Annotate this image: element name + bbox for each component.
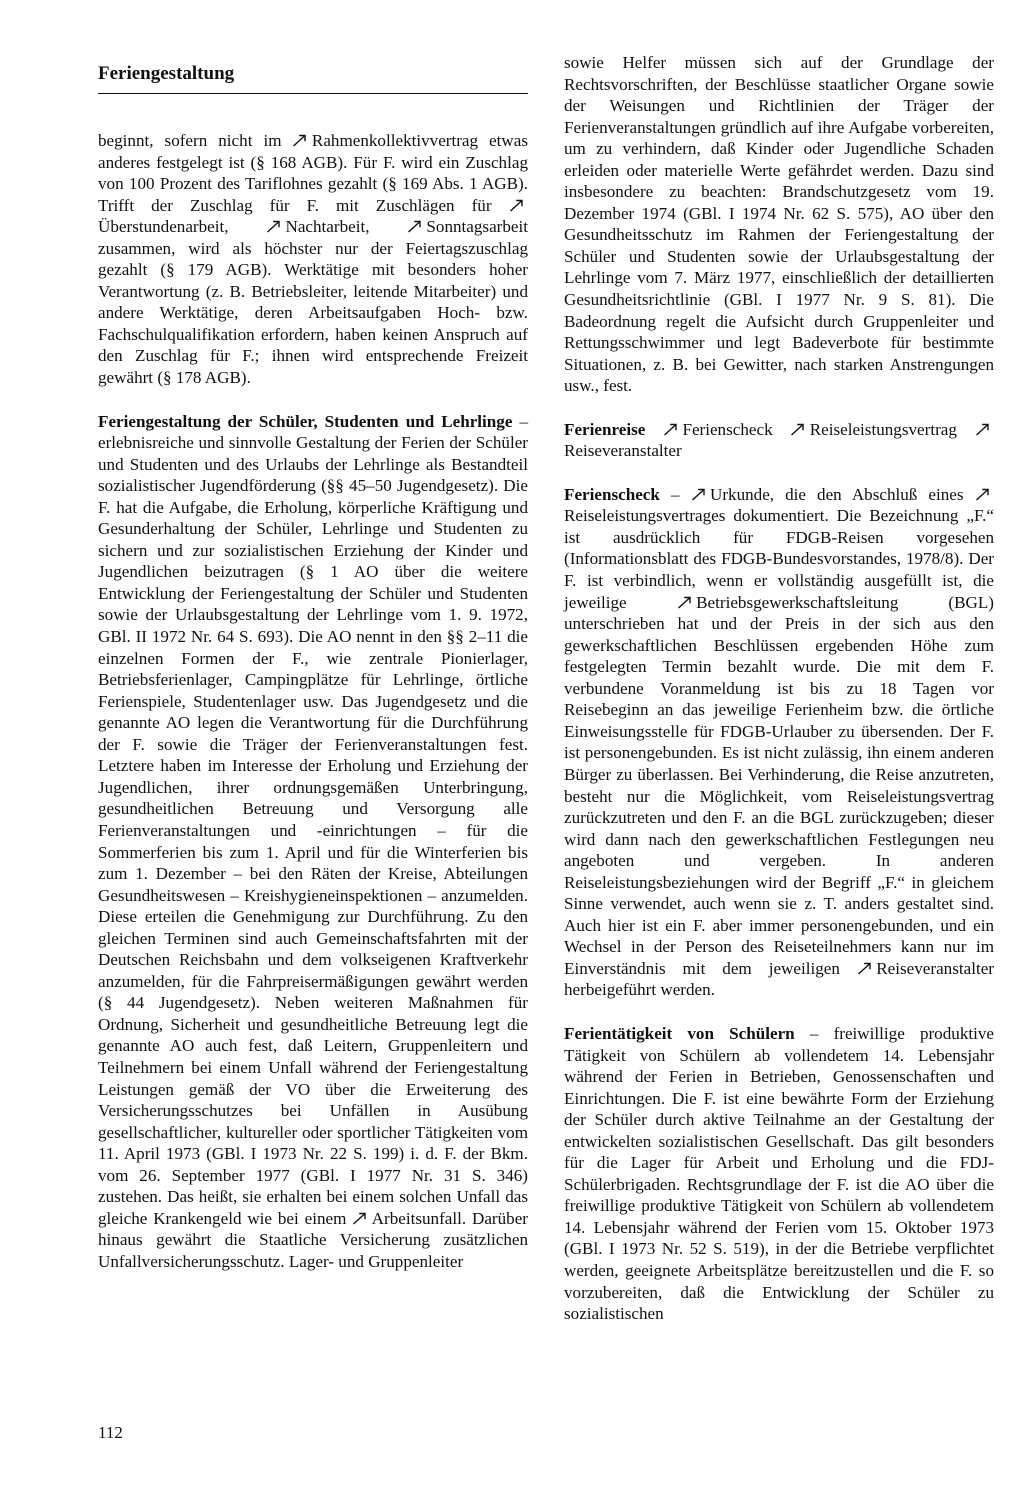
- entry-text: Urkunde, die den Abschluß eines: [709, 484, 975, 504]
- page-number: 112: [98, 1423, 123, 1442]
- entry-text: – freiwillige produktive Tätigkeit von Schülern ab vollendetem 14. Lebensjahr während der Ferien in Betrieben, Genossenschaften und Einrichtungen. Die F. ist eine bewährte Form der Erziehung der Schüler durch aktive Teilnahme an der Gestaltung der entwickelten sozialistischen Gesellschaft. Das gilt besonders für die Lager für Arbeit und Erholung und die FDJ-Schülerbrigaden. Rechtsgrundlage der F. ist die AO über die freiwillige produktive Tätigkeit von Schülern ab vollendetem 14. Lebensjahr während der Ferien vom 15. Oktober 1973 (GBl. I 1973 Nr. 52 S. 519), in der die Betriebe verpflichtet werden, geeignete Arbeitsplätze bereitzustellen und die F. so vorzubereiten, daß die Entwicklung der Schüler zu sozialistischen: [564, 1023, 995, 1324]
- entry-text: Reiseleistungsvertrag: [809, 419, 975, 439]
- dictionary-entry: [564, 1023, 994, 1325]
- cross-reference-arrow-icon: [266, 220, 282, 233]
- entry-text: beginnt, sofern nicht im: [98, 131, 293, 150]
- entry-text: Rahmenkollektivvertrag etwas anderes festgelegt ist (§ 168 AGB). Für F. wird ein Zuschlag von 100 Prozent des Tariflohnes gezahlt (§ 169 Abs. 1 AGB). Trifft der Zuschlag für F. mit Zuschlägen für: [98, 131, 528, 215]
- dictionary-entry: [98, 411, 528, 1273]
- cross-reference-arrow-icon: [790, 423, 806, 436]
- left-column: [98, 130, 528, 1272]
- cross-reference-arrow-icon: [691, 488, 707, 501]
- entry-text: Reiseveranstalter herbeigeführt werden.: [564, 958, 994, 1000]
- cross-reference-arrow-icon: [292, 134, 308, 147]
- entry-text: Reiseveranstalter: [564, 441, 682, 461]
- cross-reference-arrow-icon: [663, 423, 679, 436]
- entry-text: [645, 420, 663, 439]
- cross-reference-arrow-icon: [857, 962, 873, 975]
- cross-reference-arrow-icon: [975, 488, 991, 501]
- dictionary-entry: [564, 419, 994, 462]
- header-rule: [98, 93, 528, 94]
- entry-text: Sonntagsarbeit zusammen, wird als höchster nur der Feiertagszuschlag gezahlt (§ 179 AGB). Werktätige mit besonders hoher Verantwortung (z. B. Betriebsleiter, leitende Mitarbeiter) und andere Werktätige, deren Arbeitsaufgaben Hoch- bzw. Fachschulqualifikation erfordern, haben keinen Anspruch auf den Zuschlag für F.; ihnen wird entsprechende Freizeit gewährt (§ 178 AGB).: [98, 217, 528, 388]
- entry-text: Betriebsgewerkschaftsleitung (BGL) unterschrieben hat und der Preis in der sich aus den gewerkschaftlichen Beschlüssen ergebenden Höhe zum festgelegten Termin bezahlt wurde. Die mit dem F. verbundene Voranmeldung ist bis zu 18 Tagen vor Reisebeginn an das jeweilige Ferienheim bzw. die örtliche Einweisungsstelle für FDGB-Urlauber zu übersenden. Der F. ist personengebunden. Es ist nicht zulässig, ihn einem anderen Bürger zu überlassen. Bei Verhinderung, die Reise anzutreten, besteht nur die Möglichkeit, vom Reiseleistungsvertrag zurückzutreten und den F. an die BGL zurückzugeben; dieser wird dann nach den gewerkschaftlichen Festlegungen neu angeboten und vergeben. In anderen Reiseleistungsbeziehungen wird der Begriff „F.“ in gleichem Sinne verwendet, auch wenn sie z. T. anders gestaltet sind. Auch hier ist ein F. aber immer personengebunden, und ein Wechsel in der Person des Reiseteilnehmers kann nur im Einverständnis mit dem jeweiligen: [564, 592, 994, 978]
- entry-text: Arbeitsunfall. Darüber hinaus gewährt die Staatliche Versicherung zusätzlichen Unfallversicherungsschutz. Lager- und Gruppenleiter: [98, 1208, 528, 1271]
- cross-reference-arrow-icon: [677, 596, 693, 609]
- entry-text: sowie Helfer müssen sich auf der Grundlage der Rechtsvorschriften, der Beschlüsse staatlicher Organe sowie der Weisungen und Richtlinien der Träger der Ferienveranstaltungen gründlich auf ihre Aufgabe vorbereiten, um zu verhindern, daß Kinder oder Jugendliche Schaden erleiden oder materielle Werte gefährdet werden. Dazu sind insbesondere zu beachten: Brandschutzgesetz vom 19. Dezember 1974 (GBl. I 1974 Nr. 62 S. 575), AO über den Gesundheitsschutz im Rahmen der Feriengestaltung der Schüler und Studenten sowie der Urlaubsgestaltung der Lehrlinge vom 7. März 1977, einschließlich der detaillierten Gesundheitsrichtlinie (GBl. I 1977 Nr. 9 S. 81). Die Badeordnung regelt die Aufsicht durch Gruppenleiter und Rettungsschwimmer und legt Badeverbote für bestimmte Situationen, z. B. bei Gewitter, nach starken Anstrengungen usw., fest.: [564, 53, 994, 396]
- running-head: Feriengestaltung: [98, 63, 235, 84]
- entry-text: –: [659, 484, 691, 504]
- cross-reference-arrow-icon: [407, 220, 423, 233]
- dictionary-entry: [564, 52, 994, 397]
- right-column: [564, 52, 994, 1325]
- dictionary-entry: [98, 130, 528, 389]
- cross-reference-arrow-icon: [352, 1212, 368, 1225]
- cross-reference-arrow-icon: [975, 423, 991, 436]
- cross-reference-arrow-icon: [509, 199, 525, 212]
- entry-lemma: Ferienscheck: [564, 484, 660, 504]
- entry-lemma: Ferienreise: [564, 419, 646, 439]
- entry-text: Überstundenarbeit,: [98, 217, 267, 237]
- dictionary-entry: [564, 484, 994, 1001]
- entry-lemma: Feriengestaltung der Schüler, Studenten und Lehrlinge: [98, 411, 513, 431]
- entry-text: – erlebnisreiche und sinnvolle Gestaltung der Ferien der Schüler und Studenten und des Urlaubs der Lehrlinge als Bestandteil sozialistischer Jugendförderung (§§ 45–50 Jugendgesetz). Die F. hat die Aufgabe, die Erholung, körperliche Kräftigung und Gesunderhaltung der Schüler, Lehrlinge und Studenten zu sichern und zur sozialistischen Erziehung der Kinder und Jugendlichen beizutragen (§ 1 AO über die weitere Entwicklung der Feriengestaltung der Schüler und Studenten sowie der Urlaubsgestaltung der Lehrlinge vom 1. 9. 1972, GBl. II 1972 Nr. 64 S. 693). Die AO nennt in den §§ 2–11 die einzelnen Formen der F., wie zentrale Pionierlager, Betriebsferienlager, Campingplätze für Lehrlinge, örtliche Ferienspiele, Studentenlager usw. Das Jugendgesetz und die genannte AO legen die Verantwortung für die Durchführung der F. sowie die Träger der Ferienveranstaltungen fest. Letztere haben im Interesse der Erholung und Erziehung der Jugendlichen, ihrer ordnungsgemäßen Unterbringung, gesundheitlichen Betreuung und Versorgung alle Ferienveranstaltungen und -einrichtungen – für die Sommerferien bis zum 1. April und für die Winterferien bis zum 1. Dezember – bei den Räten der Kreise, Abteilungen Gesundheitswesen – Kreishygieneinspektionen – anzumelden. Diese erteilen die Genehmigung zur Durchführung. Zu den gleichen Terminen sind auch Gemeinschaftsfahrten mit der Deutschen Reichsbahn und dem volkseigenen Kraftverkehr anzumelden, für die Fahrpreisermäßigungen gewährt werden (§ 44 Jugendgesetz). Neben weiteren Maßnahmen für Ordnung, Sicherheit und gesundheitliche Betreuung legt die genannte AO auch fest, daß Leitern, Gruppenleitern und Teilnehmern bei einem Unfall während der Feriengestaltung Leistungen gemäß der VO über die Erweiterung des Versicherungsschutzes bei Unfällen in Ausübung gesellschaftlicher, kultureller oder sportlicher Tätigkeiten vom 11. April 1973 (GBl. I 1973 Nr. 22 S. 199) i. d. F. der Bkm. vom 26. September 1977 (GBl. I 1977 Nr. 31 S. 346) zustehen. Das heißt, sie erhalten bei einem solchen Unfall das gleiche Krankengeld wie bei einem: [98, 411, 529, 1228]
- entry-text: Ferienscheck: [682, 419, 791, 439]
- entry-lemma: Ferientätigkeit von Schülern: [564, 1023, 795, 1043]
- entry-text: Reiseleistungsvertrages dokumentiert. Die Bezeichnung „F.“ ist ausdrücklich für FDGB-Reisen vorgesehen (Informationsblatt des FDGB-Bundesvorstandes, 1978/8). Der F. ist verbindlich, wenn er vollständig ausgefüllt ist, die jeweilige: [564, 506, 994, 612]
- entry-text: Nachtarbeit,: [285, 217, 407, 237]
